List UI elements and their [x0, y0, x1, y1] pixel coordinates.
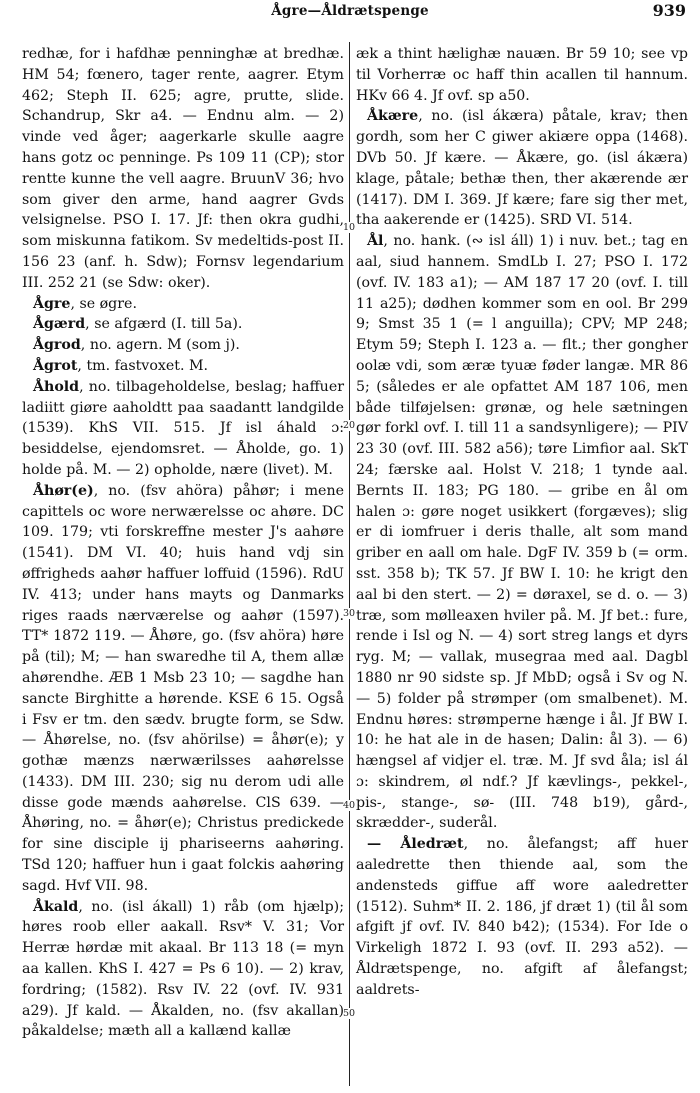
- dictionary-entry: redhæ, for i hafdhæ penninghæ at bredhæ. HM 54; fœnero, tager rente, aagrer. Etym 462; Steph II. 625; agre, prutte, slide. Schandrup, Skr a4. — Endnu alm. — 2) vinde ved åger; aagerkarle skulle aagre hans gotz oc penninge. Ps 109 11 (CP); stor rentte kunne the vell aagre. BruunV 36; hvo som giver den arme, hand aagrer Gvds velsignelse. PSO I. 17. Jf: then okra gudhi, som miskunna fatikom. Sv medeltids-post II. 156 23 (anf. h. Sdw); Fornsv legendarium III. 252 21 (se Sdw: oker).: [22, 46, 344, 291]
- line-number: 20: [340, 420, 358, 431]
- dictionary-entry: æk a thint hælighæ nauæn. Br 59 10; see vp til Vorherræ oc haff thin acallen til hannum. HKv 66 4. Jf ovf. sp a50.: [356, 46, 688, 104]
- page-number: 939: [652, 1, 686, 20]
- dictionary-entry: Åhør(e), no. (fsv ahöra) påhør; i mene capittels oc wore nerwærelsse oc ahøre. DC 109. 179; vti forskreffne mester J's aahøre (1541). DM VI. 40; huis hand vdj sin øffrigheds aahør haffuer loffuid (1596). RdU IV. 413; under hans mayts og Danmarks riges raads nærværelse og aahør (1597). TT* 1872 119. — Åhøre, go. (fsv ahöra) høre på (til); M; — han swaredhe til A, them allæ ahørendhe. ÆB 1 Msb 23 10; — sagdhe han sancte Birghitte a hørende. KSE 6 15. Også i Fsv er tm. den sædv. brugte form, se Sdw. — Åhørelse, no. (fsv ahörilse) = åhør(e); y gothæ mænzs nærwærilsses aahørelsse (1433). DM III. 230; sig nu derom udi alle disse gode mænds aahørelse. ClS 639. — Åhøring, no. = åhør(e); Christus predickede for sine disciple ij phariseerns aahøring. TSd 120; haffuer hun i gaat folckis aahøring sagd. Hvf VII. 98.: [22, 482, 344, 894]
- left-column: [22, 44, 344, 1042]
- dictionary-entry: — Åledræt, no. ålefangst; aff huer aaledrette then thiende aal, som the andensteds giffue aff wore aaledretter (1512). Suhm* II. 2. 186, jf dræt 1) (til ål som afgift jf ovf. IV. 840 b42); (1534). For Ide o Virkeligh 1872 I. 93 (ovf. II. 293 a52). — Åldrætspenge, no. afgift af ålefangst; aaldrets-: [356, 836, 688, 998]
- dictionary-entry: Ågærd, se afgærd (I. till 5a).: [33, 316, 243, 333]
- dictionary-entry: Ågrot, tm. fastvoxet. M.: [33, 357, 209, 374]
- dictionary-entry: Åhold, no. tilbageholdelse, beslag; haffuer ladiitt giøre aaholdtt paa saadantt landgilde (1539). KhS VII. 515. Jf isl áhald ɔ: besiddelse, ejendomsret. — Åholde, go. 1) holde på. M. — 2) opholde, nære (livet). M.: [22, 378, 344, 478]
- dictionary-entry: Åkald, no. (isl ákall) 1) råb (om hjælp); høres roob eller aakall. Rsv* V. 31; Vor Herræ hørdæ mit akaal. Br 113 18 (= myn aa kallen. KhS I. 427 = Ps 6 10). — 2) krav, fordring; (1582). Rsv IV. 22 (ovf. IV. 931 a29). Jf kald. — Åkalden, no. (fsv akallan) påkaldelse; mæth all a kallænd kallæ: [22, 898, 344, 1040]
- line-number: 10: [340, 222, 358, 233]
- column-divider: [349, 42, 350, 1086]
- dictionary-entry: Åkære, no. (isl ákæra) påtale, krav; then gordh, som her C giwer akiære oppa (1468). DVb 50. Jf kære. — Åkære, go. (isl ákæra) klage, påtale; bethæ then, ther akærende ær (1417). DM I. 369. Jf kære; fare sig ther met, tha aakerende er (1425). SRD VI. 514.: [356, 108, 688, 229]
- right-column: [356, 44, 688, 1001]
- line-number: 30: [340, 608, 358, 619]
- running-head: Ågre—Åldrætspenge: [271, 3, 429, 19]
- dictionary-entry: Ål, no. hank. (∾ isl áll) 1) i nuv. bet.; tag en aal, siud hannem. SmdLb I. 27; PSO I. 172 (ovf. IV. 183 a1); — AM 187 17 20 (ovf. I. till 11 a25); dødhen kommer som en ool. Br 299 9; Smst 35 1 (= l anguilla); CPV; MP 248; Etym 59; Steph I. 123 a. — flt.; ther gongher oolæ vdi, som æræ tyuæ føder langæ. MR 86 5; (således er ale opfattet AM 187 106, men både tilføjelsen: grønæ, og hele sætningen gør forkl ovf. I. till 11 a sandsynligere); — PIV 23 30 (ovf. III. 582 a56); tøre Limfior aal. SkT 24; færske aal. Holst V. 218; 1 tynde aal. Bernts II. 183; PG 180. — gribe en ål om halen ɔ: gøre noget usikkert (forgæves); slig er di iomfruer i deris thalle, alt som mand griber en aall om hale. DgF IV. 359 b (= orm. sst. 358 b); TK 57. Jf BW I. 10: he krigt den aal bi den stert. — 2) = døraxel, se d. o. — 3) træ, som mølleaxen hviler på. M. Jf bet.: fure, rende i Isl og N. — 4) sort streg langs et dyrs ryg. M; — vallak, musegraa med aal. Dagbl 1880 nr 90 sidste sp. Jf MbD; også i Sv og N. — 5) folder på strømper (om smalbenet). M. Endnu høres: strømperne hænge i ål. Jf BW I. 10: he hat ale in de hasen; Dalin: ål 3). — 6) hængsel af vidjer el. træ. M. Jf svd åla; isl ál ɔ: skindrem, øl ndf.? Jf kævlings-, pekkel-, pis-, stange-, sø- (III. 748 b19), gård-, skrædder-, suderål.: [356, 233, 688, 832]
- page-header: [0, 0, 700, 22]
- line-number: 40: [340, 800, 358, 811]
- dictionary-entry: Ågre, se øgre.: [33, 295, 137, 312]
- dictionary-entry: Ågrod, no. agern. M (som j).: [33, 337, 240, 354]
- line-number: 50: [340, 1008, 358, 1019]
